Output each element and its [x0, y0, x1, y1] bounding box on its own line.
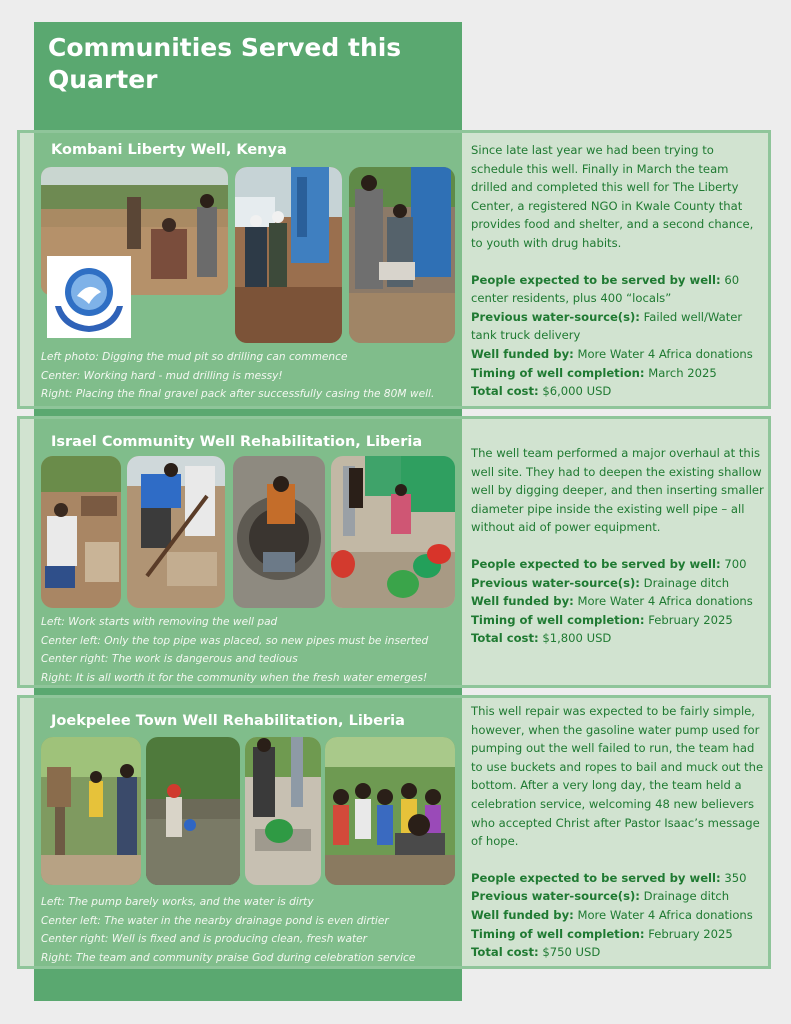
fact-value: More Water 4 Africa donations	[573, 907, 753, 922]
caption-line: Center: Working hard - mud drilling is messy!	[41, 369, 283, 382]
fact-value: February 2025	[644, 612, 733, 627]
fact-value: 700	[720, 556, 747, 571]
section-description	[471, 444, 767, 648]
photo-inserting-pipes	[127, 456, 225, 608]
caption-line: Center left: Only the top pipe was placed, so new pipes must be inserted	[41, 634, 429, 647]
fact-label: Well funded by:	[471, 346, 574, 361]
caption-line: Center right: Well is fixed and is producing clean, fresh water	[41, 933, 367, 945]
caption-line: Center right: The work is dangerous and tedious	[41, 653, 298, 665]
fact-cost	[471, 943, 767, 962]
fact-label: Well funded by:	[471, 594, 574, 609]
caption-line: Left photo: Digging the mud pit so drilling can commence	[41, 351, 348, 363]
photo-fresh-water	[331, 456, 455, 608]
section-kombani	[17, 130, 771, 409]
fact-people	[471, 869, 767, 888]
section-heading: Israel Community Well Rehabilitation, Liberia	[51, 434, 423, 450]
fact-value: March 2025	[644, 365, 717, 380]
logo-image	[47, 256, 131, 338]
photo-dangerous-work	[233, 456, 325, 608]
photo-pump-barely-works	[41, 737, 141, 885]
caption-line: Left: Work starts with removing the well pad	[41, 616, 278, 628]
fact-label: Total cost:	[471, 384, 539, 399]
page-title: Communities Served this Quarter	[48, 33, 402, 94]
fact-cost	[471, 629, 767, 648]
fact-value: Failed well/Water tank truck delivery	[471, 309, 743, 343]
fact-value: Drainage ditch	[639, 889, 730, 904]
fact-timing	[471, 364, 767, 383]
fact-label: Previous water-source(s):	[471, 889, 640, 904]
fact-funded	[471, 345, 767, 364]
fact-label: People expected to be served by well:	[471, 556, 721, 571]
fact-value: 350	[720, 870, 747, 885]
description-text: This well repair was expected to be fairly simple, however, when the gasoline water pump used for pumping out the well failed to run, the team had to use buckets and ropes to bail and muck out the bottom. After a very long day, the team held a celebration service, welcoming 48 new believers who accepted Christ after Pastor Isaac’s message of hope.	[471, 704, 764, 849]
fact-people	[471, 555, 767, 574]
fact-value: More Water 4 Africa donations	[573, 594, 753, 609]
fact-timing	[471, 611, 767, 630]
section-heading: Joekpelee Town Well Rehabilitation, Liberia	[51, 713, 405, 729]
fact-label: Timing of well completion:	[471, 926, 645, 941]
fact-value: Drainage ditch	[639, 575, 730, 590]
caption-line: Right: The team and community praise God during celebration service	[41, 951, 416, 964]
fact-label: Timing of well completion:	[471, 365, 645, 380]
section-israel-community	[17, 416, 771, 688]
photo-captions	[41, 348, 461, 404]
caption-line: Right: Placing the final gravel pack after successfully casing the 80M well.	[41, 388, 435, 400]
well-facts	[471, 869, 767, 962]
fact-value: 60 center residents, plus 400 “locals”	[471, 272, 740, 306]
section-description	[471, 702, 767, 962]
fact-value: February 2025	[644, 926, 733, 941]
fact-source	[471, 308, 767, 345]
fact-timing	[471, 925, 767, 944]
fact-value: $6,000 USD	[538, 384, 612, 399]
photo-drainage-pond	[146, 737, 240, 885]
fact-label: People expected to be served by well:	[471, 870, 721, 885]
well-facts	[471, 555, 767, 648]
fact-label: People expected to be served by well:	[471, 272, 721, 287]
fact-label: Total cost:	[471, 631, 539, 646]
fact-value: $1,800 USD	[538, 631, 612, 646]
caption-line: Center left: The water in the nearby drainage pond is even dirtier	[41, 914, 389, 927]
fact-cost	[471, 382, 767, 401]
liberty-center-logo	[47, 256, 131, 338]
fact-label: Well funded by:	[471, 907, 574, 922]
fact-funded	[471, 592, 767, 611]
photo-removing-well-pad	[41, 456, 121, 608]
photo-captions	[41, 893, 461, 967]
caption-line: Left: The pump barely works, and the water is dirty	[41, 896, 314, 908]
fact-funded	[471, 906, 767, 925]
fact-source	[471, 574, 767, 593]
fact-value: $750 USD	[538, 945, 601, 960]
section-joekpelee-town	[17, 695, 771, 969]
fact-label: Previous water-source(s):	[471, 575, 640, 590]
fact-label: Previous water-source(s):	[471, 309, 640, 324]
section-description	[471, 141, 767, 401]
photo-mud-drilling	[235, 167, 342, 343]
photo-captions	[41, 613, 461, 687]
fact-label: Timing of well completion:	[471, 612, 645, 627]
fact-source	[471, 887, 767, 906]
photo-fixed-well	[245, 737, 321, 885]
description-text: Since late last year we had been trying to schedule this well. Finally in March the team drilled and completed this well for The Liberty Center, a registered NGO in Kwale County that provides food and shelter, and a second chance, to youth with drug habits.	[471, 143, 754, 250]
photo-celebration-service	[325, 737, 455, 885]
photo-gravel-pack	[349, 167, 455, 343]
section-heading: Kombani Liberty Well, Kenya	[51, 142, 287, 158]
fact-label: Total cost:	[471, 945, 539, 960]
caption-line: Right: It is all worth it for the community when the fresh water emerges!	[41, 671, 428, 684]
description-text: The well team performed a major overhaul at this well site. They had to deepen the existing shallow well by digging deeper, and then inserting smaller diameter pipe inside the existing well pipe – all without aid of power equipment.	[471, 446, 764, 535]
fact-value: More Water 4 Africa donations	[573, 346, 753, 361]
fact-people	[471, 271, 767, 308]
well-facts	[471, 271, 767, 401]
